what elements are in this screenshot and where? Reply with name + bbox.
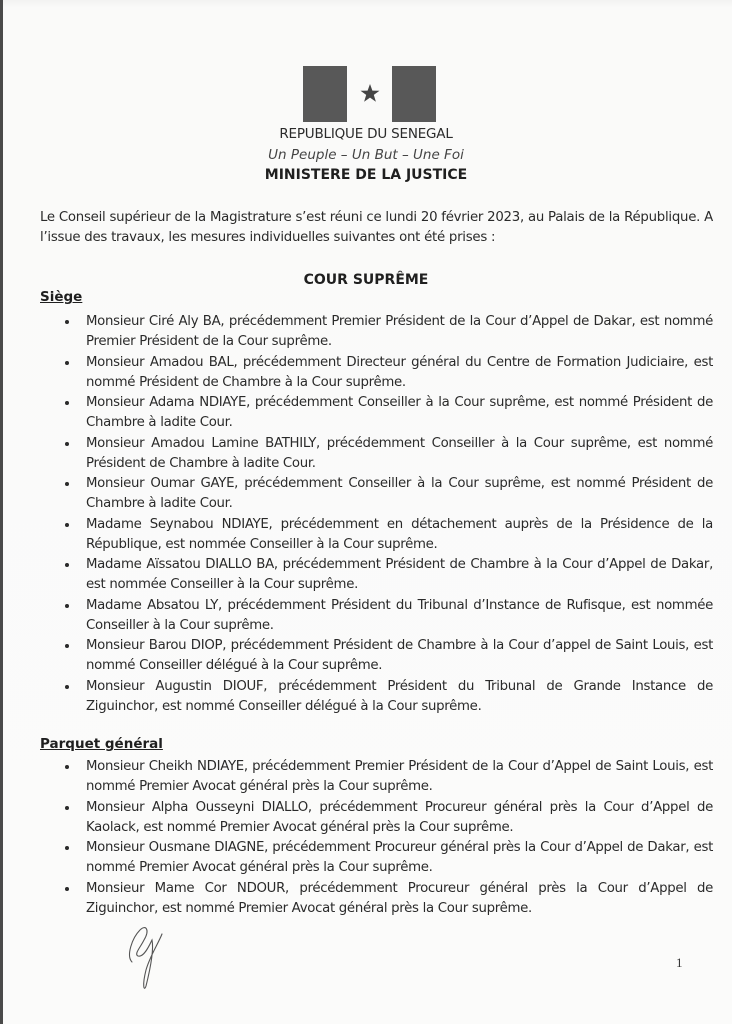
bullet-icon (65, 442, 69, 446)
bullet-icon (65, 523, 69, 527)
star-icon (360, 83, 380, 103)
page-number: 1 (676, 955, 683, 970)
bullet-icon (65, 361, 69, 365)
list-item: Monsieur Barou DIOP, précédemment Président de Chambre à la Cour d’appel de Saint Louis, est nommé Conseiller délégué à la Cour suprême. (40, 636, 713, 676)
list-item: Monsieur Mame Cor NDOUR, précédemment Procureur général près la Cour d’Appel de Ziguinchor, est nommé Premier Avocat général près la Cour suprême. (40, 879, 713, 919)
bullet-icon (65, 401, 69, 405)
list-item: Madame Absatou LY, précédemment Président du Tribunal d’Instance de Rufisque, est nommée Conseiller à la Cour suprême. (40, 596, 713, 636)
senegal-flag-icon (303, 66, 437, 122)
subheading-siege: Siège (40, 289, 83, 305)
list-item: Monsieur Oumar GAYE, précédemment Conseiller à la Cour suprême, est nommé Président de Chambre à ladite Cour. (40, 474, 713, 514)
national-motto: Un Peuple – Un But – Une Foi (268, 147, 464, 163)
list-item: Monsieur Ousmane DIAGNE, précédemment Procureur général près la Cour d’Appel de Dakar, est nommé Premier Avocat général près la Cour suprême. (40, 838, 713, 878)
bullet-icon (65, 887, 69, 891)
signature-icon (124, 920, 194, 990)
bullet-icon (65, 320, 69, 324)
flag-left-band (303, 66, 347, 122)
list-item: Monsieur Cheikh NDIAYE, précédemment Premier Président de la Cour d’Appel de Saint Louis, est nommé Premier Avocat général près la Cour suprême. (40, 757, 713, 797)
section-title: COUR SUPRÊME (303, 272, 429, 288)
intro-paragraph: Le Conseil supérieur de la Magistrature s’est réuni ce lundi 20 février 2023, au Palais de la République. A l’issue des travaux, les mesures individuelles suivantes ont été prises : (40, 210, 713, 245)
country-name: REPUBLIQUE DU SENEGAL (279, 126, 453, 142)
bullet-icon (65, 563, 69, 567)
list-item: Monsieur Adama NDIAYE, précédemment Conseiller à la Cour suprême, est nommé Président de Chambre à ladite Cour. (40, 393, 713, 433)
bullet-icon (65, 846, 69, 850)
list-item: Monsieur Alpha Ousseyni DIALLO, précédemment Procureur général près la Cour d’Appel de Kaolack, est nommé Premier Avocat général près la Cour suprême. (40, 798, 713, 838)
list-item: Madame Seynabou NDIAYE, précédemment en détachement auprès de la Présidence de la République, est nommée Conseiller à la Cour suprême. (40, 515, 713, 555)
flag-right-band (392, 66, 436, 122)
siege-list (40, 312, 713, 717)
list-item: Monsieur Amadou Lamine BATHILY, précédemment Conseiller à la Cour suprême, est nommé Président de Chambre à ladite Cour. (40, 434, 713, 474)
list-item: Monsieur Amadou BAL, précédemment Directeur général du Centre de Formation Judiciaire, est nommé Président de Chambre à la Cour suprême. (40, 353, 713, 393)
bullet-icon (65, 806, 69, 810)
bullet-icon (65, 644, 69, 648)
list-item: Monsieur Augustin DIOUF, précédemment Président du Tribunal de Grande Instance de Ziguinchor, est nommé Conseiller délégué à la Cour suprême. (40, 677, 713, 717)
list-item: Madame Aïssatou DIALLO BA, précédemment Président de Chambre à la Cour d’Appel de Dakar, est nommée Conseiller à la Cour suprême. (40, 555, 713, 595)
bullet-icon (65, 685, 69, 689)
bullet-icon (65, 604, 69, 608)
subheading-parquet-general: Parquet général (40, 736, 163, 752)
parquet-list (40, 757, 713, 919)
bullet-icon (65, 765, 69, 769)
ministry-name: MINISTERE DE LA JUSTICE (264, 167, 468, 183)
list-item: Monsieur Ciré Aly BA, précédemment Premier Président de la Cour d’Appel de Dakar, est nommé Premier Président de la Cour suprême. (40, 312, 713, 352)
bullet-icon (65, 482, 69, 486)
